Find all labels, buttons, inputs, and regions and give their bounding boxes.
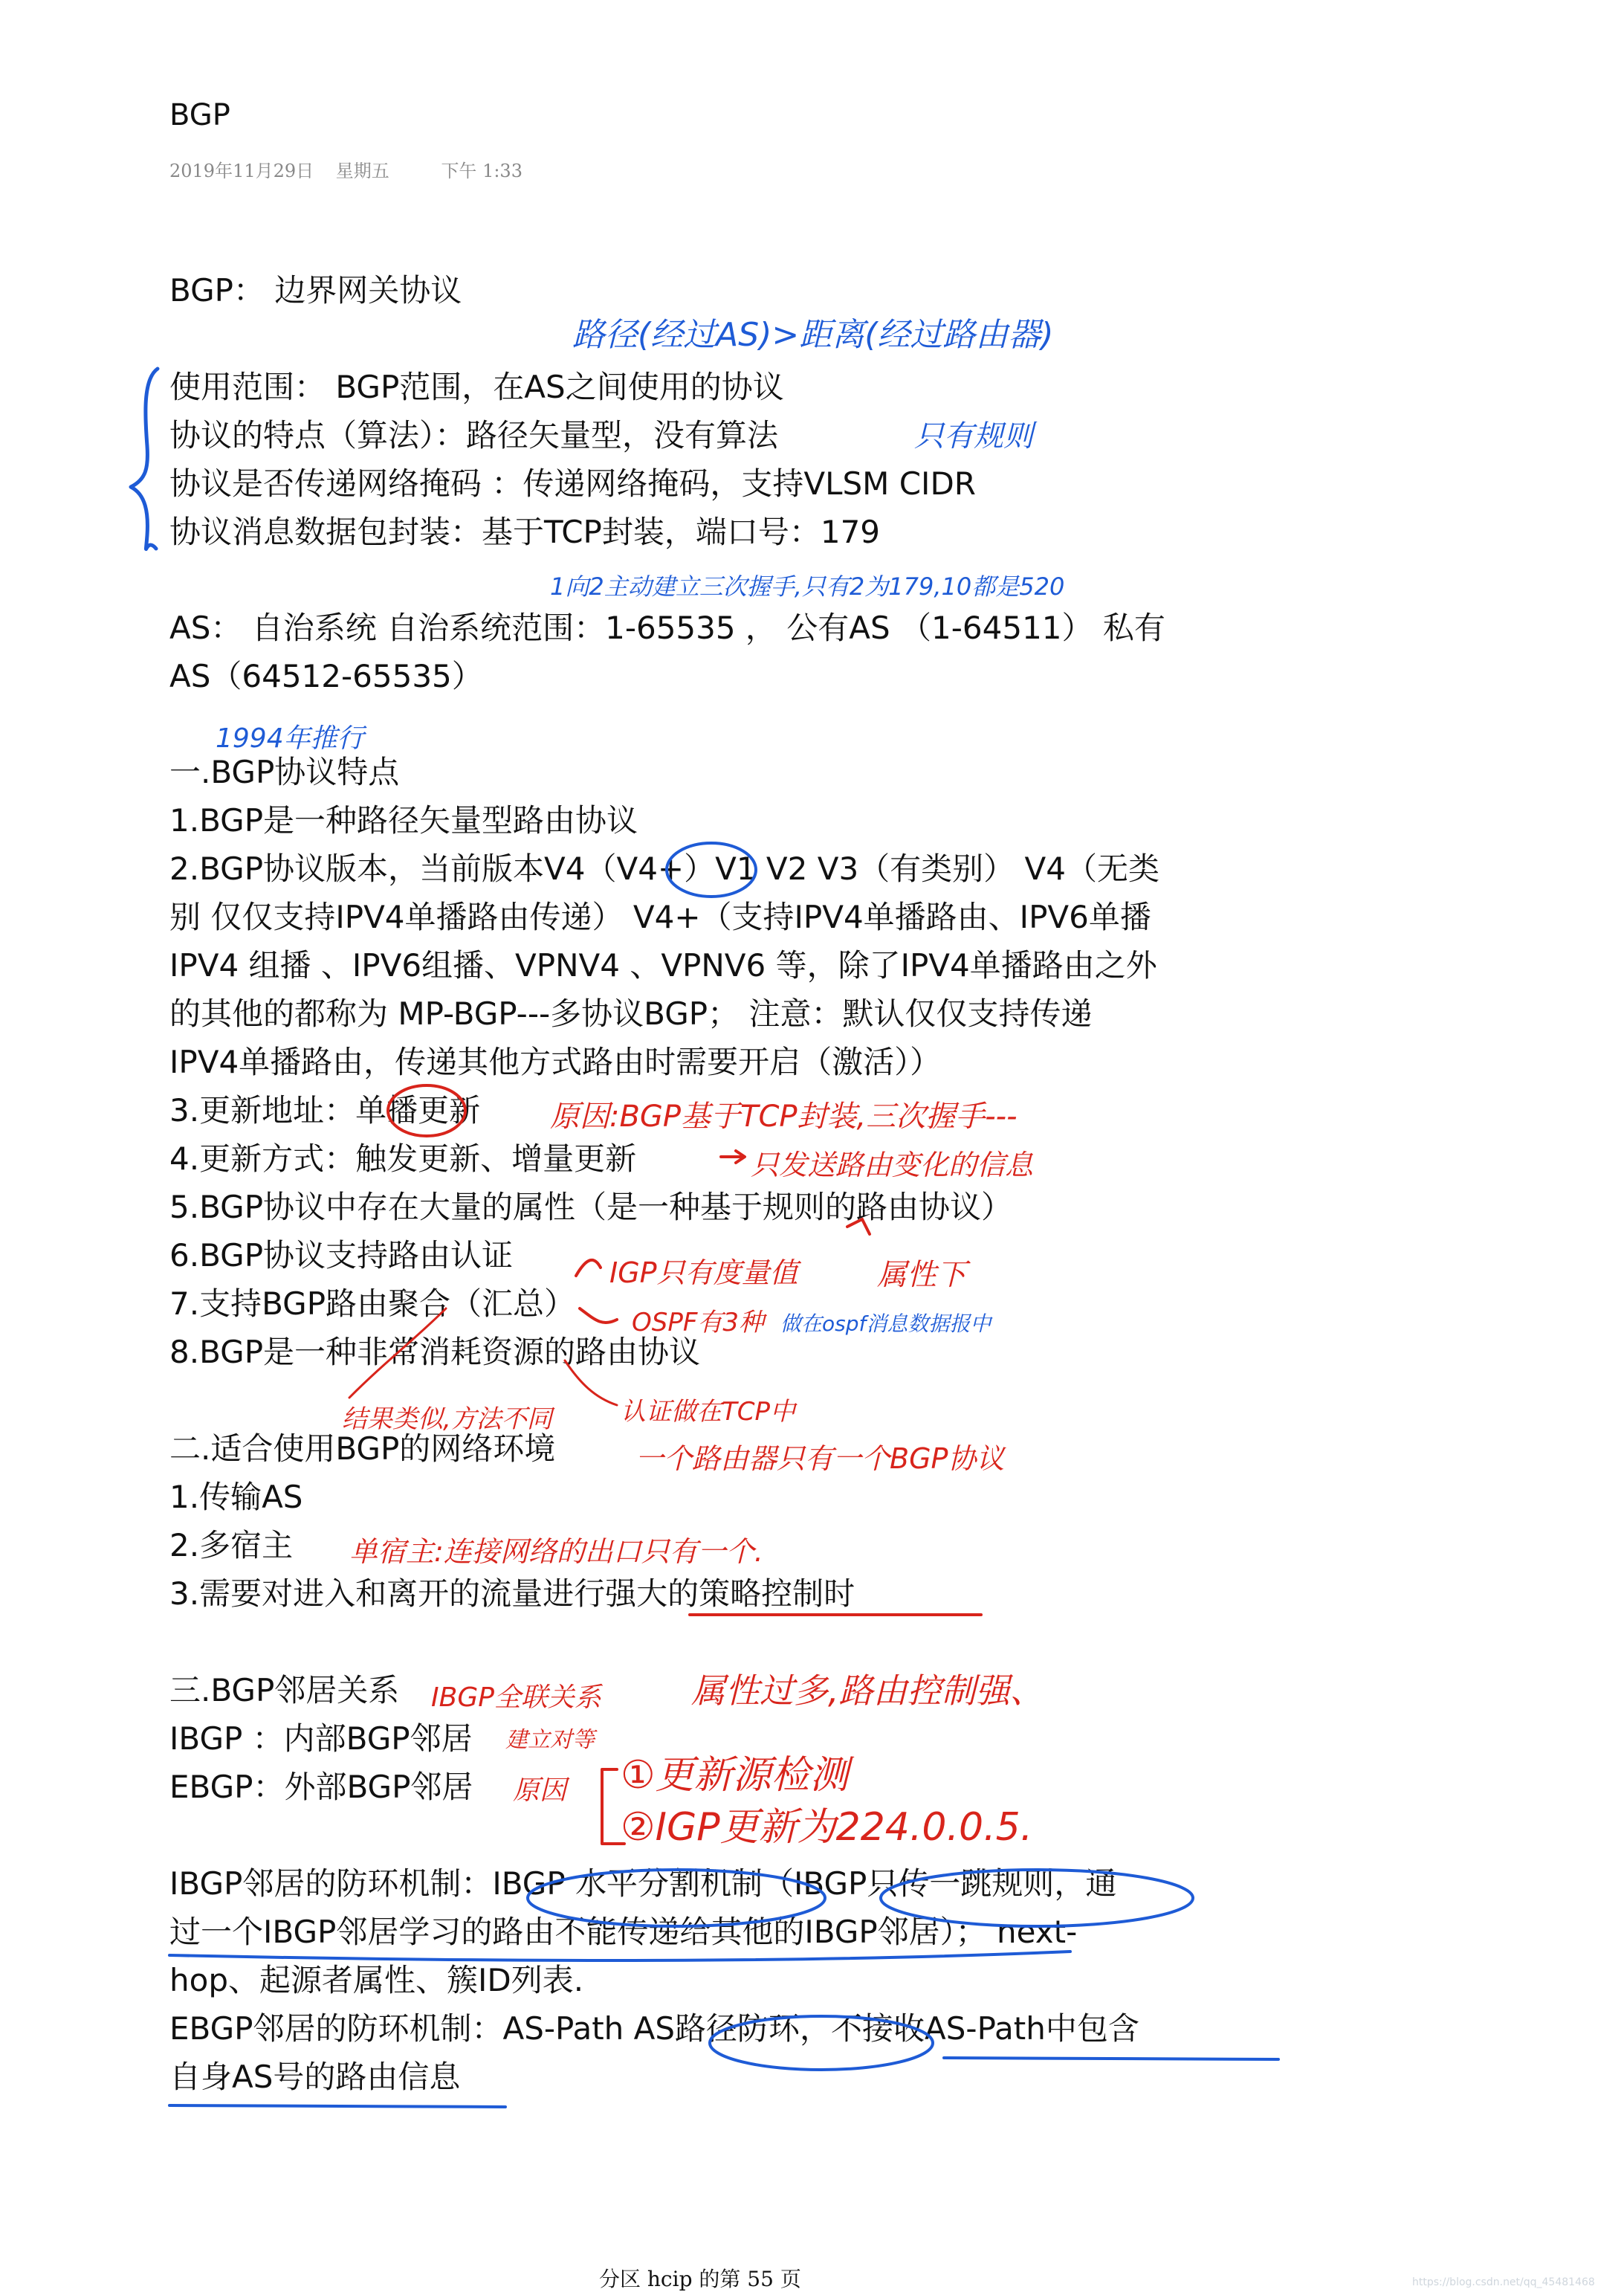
handwritten-note: ②IGP更新为224.0.0.5. bbox=[621, 1805, 1033, 1850]
text-line: 7.支持BGP路由聚合（汇总） bbox=[169, 1285, 576, 1322]
text-line: IBGP邻居的防环机制：IBGP 水平分割机制（IBGP只传一跳规则，通 bbox=[169, 1865, 1117, 1902]
handwritten-note: 1向2主动建立三次握手,只有2为179,10都是520 bbox=[550, 572, 1065, 601]
handwritten-note: 原因 bbox=[513, 1775, 567, 1806]
section-heading: 一.BGP协议特点 bbox=[169, 754, 400, 790]
text-line: IPV4 组播 、IPV6组播、VPNV4 、VPNV6 等，除了IPV4单播路由之外 bbox=[169, 947, 1157, 984]
text-line: 的其他的都称为 MP-BGP---多协议BGP； 注意：默认仅仅支持传递 bbox=[169, 995, 1093, 1032]
underline-mark bbox=[169, 2105, 505, 2107]
text-line: hop、起源者属性、簇ID列表. bbox=[169, 1962, 584, 1998]
underline-mark bbox=[169, 1952, 1070, 1960]
text-line: 4.更新方式：触发更新、增量更新 bbox=[169, 1140, 637, 1177]
handwritten-note: 原因:BGP基于TCP封装,三次握手--- bbox=[550, 1100, 1018, 1134]
time-label: 下午 1:33 bbox=[441, 161, 523, 181]
text-line: 1.BGP是一种路径矢量型路由协议 bbox=[169, 802, 638, 839]
handwritten-note: OSPF有3种 bbox=[632, 1308, 765, 1337]
text-line: 别 仅仅支持IPV4单播路由传递） V4+（支持IPV4单播路由、IPV6单播 bbox=[169, 899, 1151, 935]
arrow-mark bbox=[576, 1260, 601, 1276]
handwritten-note: 路径(经过AS)>距离(经过路由器) bbox=[572, 316, 1054, 354]
text-line: IBGP ：内部BGP邻居 bbox=[169, 1720, 473, 1757]
text-line: 1.传输AS bbox=[169, 1479, 303, 1515]
text-line: 3.需要对进入和离开的流量进行强大的策略控制时 bbox=[169, 1575, 855, 1612]
section-heading: 三.BGP邻居关系 bbox=[169, 1672, 400, 1708]
section-heading: 二.适合使用BGP的网络环境 bbox=[169, 1430, 556, 1467]
weekday-label: 星期五 bbox=[335, 161, 389, 181]
handwritten-note: 只有规则 bbox=[914, 419, 1033, 453]
handwritten-note: 只发送路由变化的信息 bbox=[751, 1149, 1034, 1181]
handwritten-note: 一个路由器只有一个BGP协议 bbox=[635, 1442, 1005, 1475]
handwritten-note: 认证做在TCP中 bbox=[621, 1397, 796, 1427]
handwritten-note: 属性下 bbox=[877, 1258, 966, 1292]
text-line: 2.多宿主 bbox=[169, 1527, 294, 1563]
bracket-mark bbox=[602, 1769, 624, 1844]
text-line: IPV4单播路由，传递其他方式路由时需要开启（激活）） bbox=[169, 1044, 942, 1080]
handwritten-note: 1994年推行 bbox=[216, 723, 364, 754]
arrow-mark bbox=[580, 1308, 617, 1323]
text-line: 6.BGP协议支持路由认证 bbox=[169, 1237, 514, 1274]
text-line: 协议的特点（算法）：路径矢量型，没有算法 bbox=[169, 417, 779, 453]
handwritten-note: ①更新源检测 bbox=[621, 1753, 849, 1798]
text-line: AS： 自治系统 自治系统范围：1-65535 ， 公有AS （1-64511） 私有 bbox=[169, 610, 1165, 646]
arrow-mark bbox=[721, 1151, 745, 1163]
text-line: 2.BGP协议版本，当前版本V4（V4+）V1 V2 V3（有类别） V4（无类 bbox=[169, 850, 1159, 887]
text-line: AS（64512-65535） bbox=[169, 658, 483, 694]
text-line: 协议消息数据包封装：基于TCP封装，端口号：179 bbox=[169, 514, 881, 550]
handwritten-note: 建立对等 bbox=[505, 1727, 595, 1753]
handwritten-note: 做在ospf消息数据报中 bbox=[780, 1311, 991, 1336]
handwritten-note: 结果类似,方法不同 bbox=[342, 1404, 552, 1434]
text-line: 自身AS号的路由信息 bbox=[169, 2059, 461, 2095]
brace-mark bbox=[131, 369, 158, 549]
page-footer: 分区 hcip 的第 55 页 bbox=[599, 2267, 801, 2291]
text-line: 协议是否传递网络掩码 ：传递网络掩码，支持VLSM CIDR bbox=[169, 465, 976, 502]
text-line: 使用范围： BGP范围，在AS之间使用的协议 bbox=[169, 369, 784, 405]
handwritten-note: 属性过多,路由控制强、 bbox=[691, 1671, 1044, 1711]
watermark: https://blog.csdn.net/qq_45481468 bbox=[1412, 2276, 1595, 2288]
page-title: BGP bbox=[169, 98, 230, 132]
underline-mark bbox=[944, 2058, 1278, 2059]
text-line: 过一个IBGP邻居学习的路由不能传递给其他的IBGP邻居）； next- bbox=[169, 1914, 1078, 1950]
text-line: EBGP邻居的防环机制：AS-Path AS路径防环，不接收AS-Path中包含 bbox=[169, 2010, 1139, 2047]
text-line: BGP： 边界网关协议 bbox=[169, 272, 462, 309]
text-line: EBGP：外部BGP邻居 bbox=[169, 1769, 473, 1805]
page-timestamp bbox=[169, 156, 539, 182]
handwritten-note: IBGP全联关系 bbox=[431, 1682, 601, 1713]
text-line: 3.更新地址：单播更新 bbox=[169, 1092, 481, 1129]
handwritten-note: IGP只有度量值 bbox=[609, 1256, 798, 1289]
text-line: 8.BGP是一种非常消耗资源的路由协议 bbox=[169, 1334, 701, 1370]
handwritten-note: 单宿主:连接网络的出口只有一个. bbox=[349, 1535, 763, 1568]
text-line: 5.BGP协议中存在大量的属性（是一种基于规则的路由协议） bbox=[169, 1189, 1013, 1225]
date-label: 2019年11月29日 bbox=[169, 161, 314, 181]
